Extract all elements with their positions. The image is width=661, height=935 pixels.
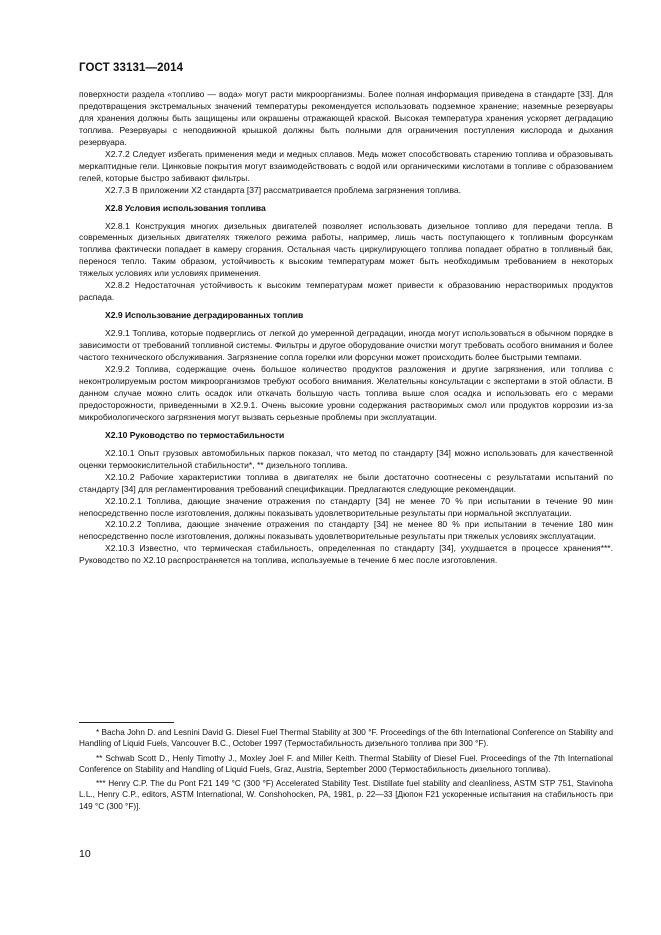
footnote: * Bacha John D. and Lesnini David G. Diesel Fuel Thermal Stability at 300 °F. Proceedings of the 6th International Conference on Stability and Handling of Liquid Fuels, Vancouver B.C., October 1997 (Термостабильность дизельного топлива при 300 °F). bbox=[79, 728, 613, 749]
paragraph: X2.8.1 Конструкция многих дизельных двигателей позволяет использовать дизельное топливо для передачи тепла. В современных дизельных двигателях тяжелого режима работы, например, лишь часть поступающего к топливным форсункам топлива фактически попадает в камеру сгорания. Остальная часть циркулирующего топлива попадает обратно в топливный бак, перенося тепло. Таким образом, устойчивость к высоким температурам может быть необходимым требованием в некоторых тяжелых условиях или условиях применения. bbox=[79, 220, 613, 279]
footnote: ** Schwab Scott D., Henly Timothy J., Moxley Joel F. and Miller Keith. Thermal Stability of Diesel Fuel. Proceedings of the 7th International Conference on Stability and Handling of Liquid Fuels, Graz, Austria, September 2000 (Термостабильность дизельного топлива). bbox=[79, 753, 613, 774]
footnotes bbox=[79, 727, 613, 815]
section-heading: X2.8 Условия использования топлива bbox=[105, 202, 266, 213]
paragraph: X2.10.2.1 Топлива, дающие значение отражения по стандарту [34] не менее 70 % при испытании в течение 90 мин непосредственно после изготовления, должны показывать удовлетворительные результаты при нормальной эксплуатации. bbox=[79, 495, 613, 518]
paragraph: X2.10.2 Рабочие характеристики топлива в двигателях не были достаточно соотнесены с результатами испытаний по стандарту [34] для регламентирования требований спецификации. Предлагаются следующие рекомендации. bbox=[79, 471, 613, 494]
paragraph: X2.8.2 Недостаточная устойчивость к высоким температурам может привести к образованию нерастворимых продуктов распада. bbox=[79, 280, 613, 303]
section-heading: X2.9 Использование деградированных топлив bbox=[105, 310, 304, 321]
paragraph: X2.9.2 Топлива, содержащие очень большое количество продуктов разложения и другие загрязнения, или топлива с неконтролируемым ростом микроорганизмов требуют особого внимания. Желательны консультации с экспертами в этой области. В данном случае можно слить осадок или откачать большую часть топлива выше слоя осадка и использовать его с мерами предосторожности, приведенными в X2.9.1. Очень высокие уровни содержания растворимых смол или продуктов коррозии из-за микробиологического загрязнения могут вызвать серьезные проблемы при эксплуатации. bbox=[79, 364, 613, 422]
footnote-divider bbox=[79, 722, 174, 723]
page-number: 10 bbox=[79, 848, 91, 860]
paragraph: X2.10.1 Опыт грузовых автомобильных парков показал, что метод по стандарту [34] можно использовать для качественной оценки термоокислительной стабильности*, ** дизельного топлива. bbox=[79, 447, 613, 470]
main-text bbox=[79, 89, 613, 567]
section-heading: X2.10 Руководство по термостабильности bbox=[105, 429, 285, 440]
footnote: *** Henry C.P. The du Pont F21 149 °C (300 °F) Accelerated Stability Test. Distillate fuel stability and cleanliness, ASTM STP 751, Stavinoha L.L., Henry C.P., editors, ASTM International, W. Conshohocken, PA, 1981, p. 22—33 [Дюпон F21 ускоренные испытания на стабильность при 149 °C (300 °F)]. bbox=[79, 779, 613, 811]
paragraph: X2.7.2 Следует избегать применения меди и медных сплавов. Медь может способствовать старению топлива и образовывать меркаптидные гели. Цинковые покрытия могут взаимодействовать с водой или органическими кислотами в топливе с образованием гелей, которые быстро забивают фильтры. bbox=[79, 148, 613, 183]
paragraph: X2.10.3 Известно, что термическая стабильность, определенная по стандарту [34], ухудшается в процессе хранения***. Руководство по X2.10 распространяется на топлива, используемые в течение 6 мес после изготовления. bbox=[79, 543, 613, 566]
paragraph: X2.10.2.2 Топлива, дающие значение отражения по стандарту [34] не менее 80 % при испытании в течение 180 мин непосредственно после изготовления, должны показывать удовлетворительные результаты при тяжелых условиях эксплуатации. bbox=[79, 519, 613, 542]
paragraph: поверхности раздела «топливо — вода» могут расти микроорганизмы. Более полная информация приведена в стандарте [33]. Для предотвращения экстремальных значений температуры рекомендуется использовать подземное хранение; наземные резервуары для хранения должны быть защищены или окрашены отражающей краской. Высокая температура хранения ускоряет деградацию топлива. Резервуары с неподвижной крышкой должны быть полными для ограничения поступления кислорода и дыхания резервуара. bbox=[79, 89, 613, 147]
paragraph: X2.9.1 Топлива, которые подверглись от легкой до умеренной деградации, иногда могут использоваться в обычном порядке в зависимости от требований топливной системы. Фильтры и другое оборудование очистки могут требовать особого внимания и более частого технического обслуживания. Загрязнение сопла горелки или форсунки может происходить более быстрыми темпами. bbox=[79, 328, 613, 363]
paragraph: X2.7.3 В приложении X2 стандарта [37] рассматривается проблема загрязнения топлива. bbox=[105, 184, 462, 195]
document-header: ГОСТ 33131—2014 bbox=[79, 62, 184, 74]
